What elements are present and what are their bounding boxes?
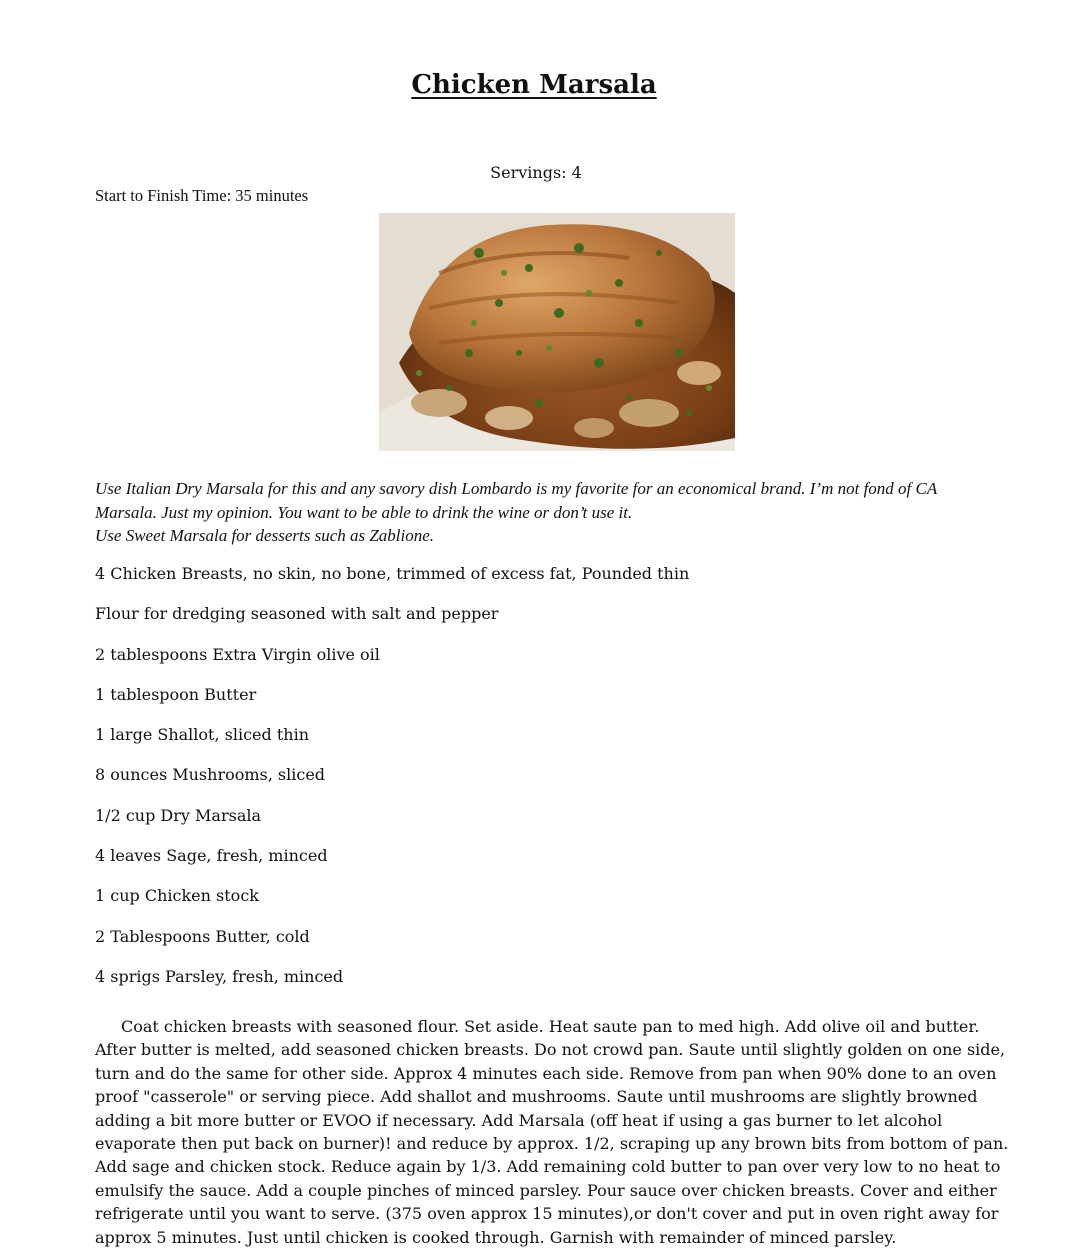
note-line: Use Sweet Marsala for desserts such as Zablione. [95, 526, 435, 545]
ingredient-item: 1 cup Chicken stock [95, 886, 259, 906]
chicken-marsala-photo [379, 213, 735, 451]
note-line: Use Italian Dry Marsala for this and any savory dish Lombardo is my favorite for an economical brand. I’m not fond of CA [95, 479, 938, 498]
ingredient-item: 8 ounces Mushrooms, sliced [95, 765, 326, 785]
ingredient-item: 2 Tablespoons Butter, cold [95, 926, 310, 946]
marsala-note [95, 477, 995, 548]
ingredient-item: 4 leaves Sage, fresh, minced [95, 846, 328, 866]
directions-line: turn and do the same for other side. Approx 4 minutes each side. Remove from pan when 90% done to an oven [95, 1063, 997, 1083]
time-text: Start to Finish Time: 35 minutes [95, 186, 309, 205]
ingredient-item: 1/2 cup Dry Marsala [95, 805, 262, 825]
ingredient-item: 1 tablespoon Butter [95, 684, 257, 704]
ingredient-item: 1 large Shallot, sliced thin [95, 725, 309, 745]
directions-line: After butter is melted, add seasoned chicken breasts. Do not crowd pan. Saute until slightly golden on one side, [95, 1040, 1006, 1060]
directions-line: adding a bit more butter or EVOO if necessary. Add Marsala (off heat if using a gas burner to let alcohol [95, 1110, 943, 1130]
directions-line: approx 5 minutes. Just until chicken is cooked through. Garnish with remainder of minced parsley. [95, 1227, 897, 1247]
ingredient-item: Flour for dredging seasoned with salt and pepper [95, 604, 499, 624]
directions-line: refrigerate until you want to serve. (375 oven approx 15 minutes),or don't cover and put in oven right away for [95, 1204, 999, 1224]
directions-line: evaporate then put back on burner)! and reduce by approx. 1/2, scraping up any brown bits from bottom of pan. [95, 1134, 1009, 1154]
directions-line: Add sage and chicken stock. Reduce again by 1/3. Add remaining cold butter to pan over very low to no heat to [95, 1157, 1001, 1177]
directions-paragraph [95, 1015, 1009, 1249]
directions-line: proof "casserole" or serving piece. Add shallot and mushrooms. Saute until mushrooms are slightly browned [95, 1087, 978, 1107]
servings-text: Servings: 4 [490, 163, 582, 182]
note-line: Marsala. Just my opinion. You want to be able to drink the wine or don’t use it. [95, 502, 633, 522]
directions-line: emulsify the sauce. Add a couple pinches of minced parsley. Pour sauce over chicken breasts. Cover and either [95, 1180, 997, 1200]
recipe-title: Chicken Marsala [411, 70, 657, 100]
ingredient-list [95, 563, 689, 1006]
directions-line: Coat chicken breasts with seasoned flour. Set aside. Heat saute pan to med high. Add olive oil and butter. [121, 1017, 980, 1036]
ingredient-item: 2 tablespoons Extra Virgin olive oil [95, 644, 380, 664]
ingredient-item: 4 sprigs Parsley, fresh, minced [95, 966, 344, 986]
ingredient-item: 4 Chicken Breasts, no skin, no bone, trimmed of excess fat, Pounded thin [95, 564, 690, 583]
